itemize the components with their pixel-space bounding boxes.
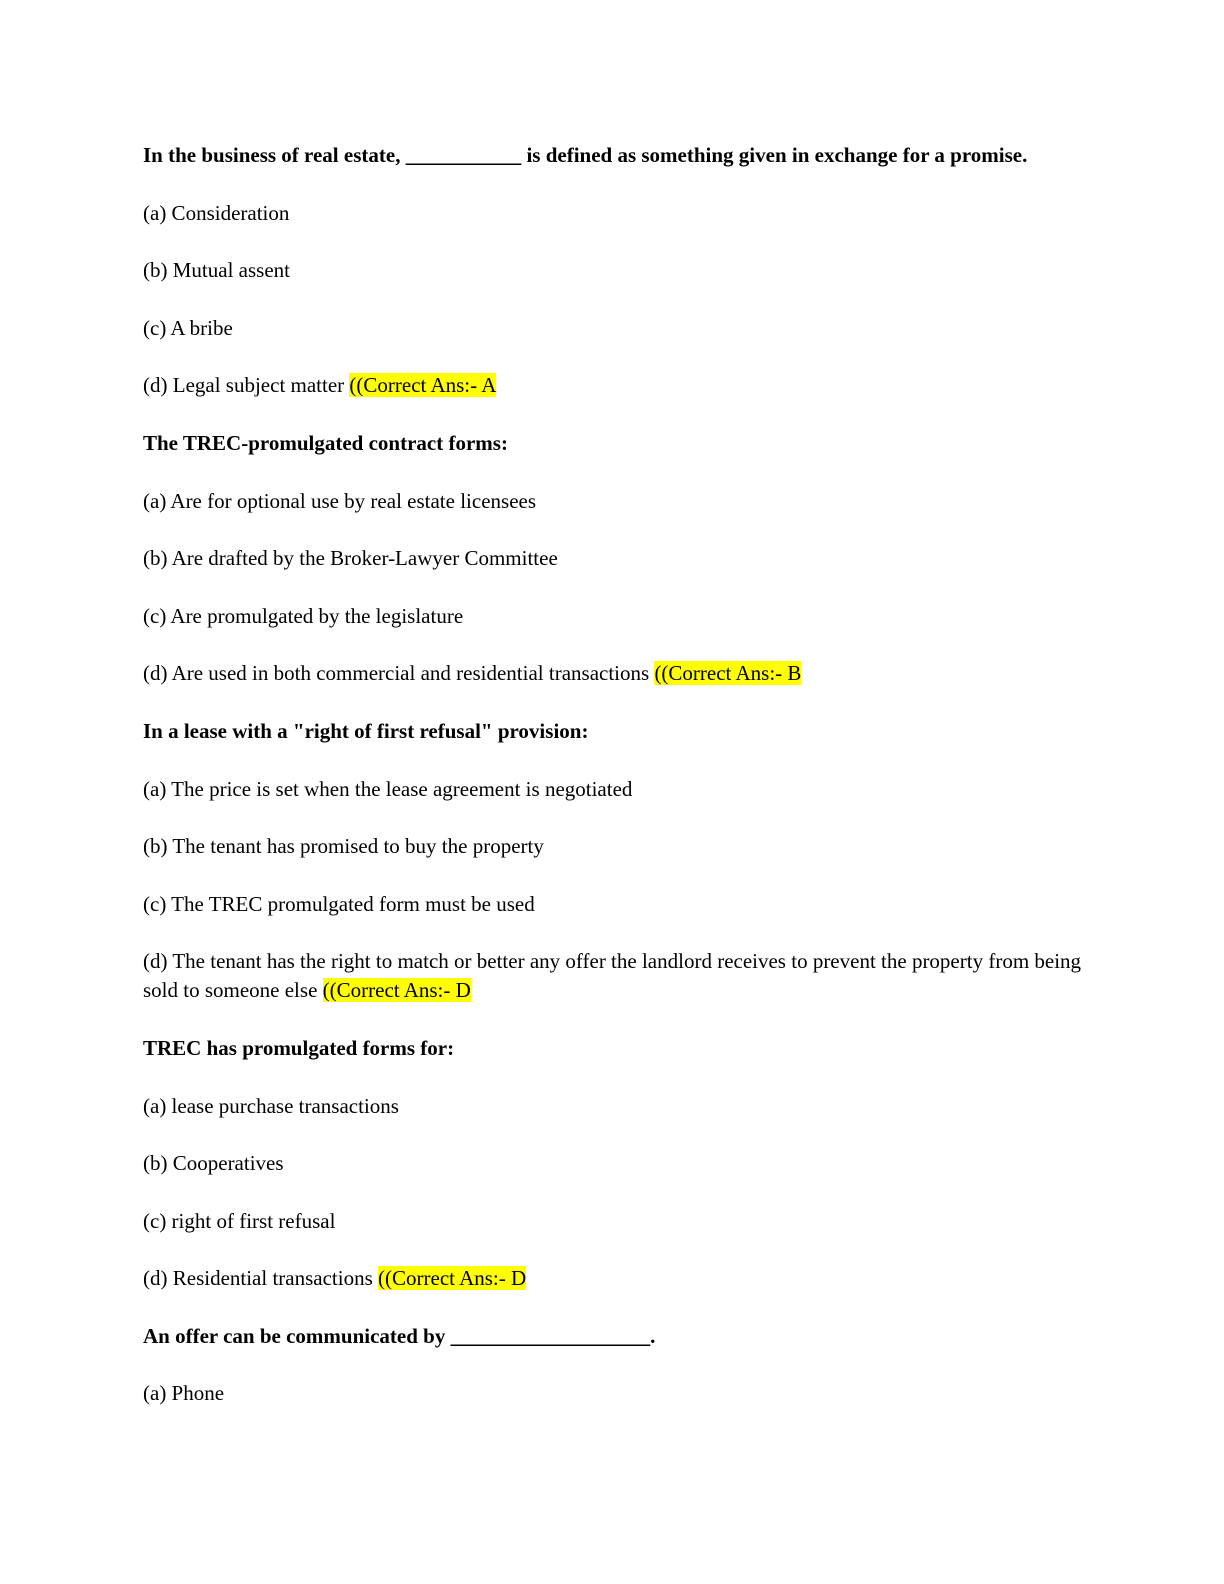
question-text: In a lease with a "right of first refusal" provision: — [143, 718, 589, 743]
document-page — [143, 141, 1083, 1437]
answer-option: (a) lease purchase transactions — [143, 1093, 399, 1118]
question-text: The TREC-promulgated contract forms: — [143, 430, 508, 455]
answer-option: (b) Cooperatives — [143, 1151, 284, 1176]
question-block — [143, 1322, 1083, 1409]
answer-option: (c) right of first refusal — [143, 1208, 336, 1233]
answer-option: (b) The tenant has promised to buy the property — [143, 834, 544, 859]
answer-option: (a) Are for optional use by real estate licensees — [143, 488, 537, 513]
correct-answer-highlight: ((Correct Ans:- A — [349, 373, 497, 398]
question-block — [143, 1034, 1083, 1293]
correct-answer-highlight: ((Correct Ans:- D — [322, 978, 471, 1003]
answer-option-text: (d) Residential transactions — [143, 1266, 373, 1291]
answer-option: (a) Phone — [143, 1381, 225, 1406]
answer-option: (c) The TREC promulgated form must be used — [143, 891, 535, 916]
question-block — [143, 141, 1083, 400]
answer-option: (a) Consideration — [143, 200, 290, 225]
answer-option-last — [143, 1264, 1083, 1293]
question-text: TREC has promulgated forms for: — [143, 1035, 455, 1060]
question-block — [143, 717, 1083, 1005]
answer-option-last — [143, 947, 1083, 1005]
answer-option: (a) The price is set when the lease agreement is negotiated — [143, 776, 633, 801]
answer-option: (c) A bribe — [143, 315, 233, 340]
question-text: In the business of real estate, ___________ is defined as something given in exchange for a promise. — [143, 143, 1028, 167]
answer-option: (c) Are promulgated by the legislature — [143, 603, 464, 628]
answer-option-text: (d) Are used in both commercial and residential transactions — [143, 661, 650, 686]
answer-option-text: (d) Legal subject matter — [143, 373, 345, 398]
answer-option-text: (d) The tenant has the right to match or better any offer the landlord receives to prevent the property from being sold to someone else — [143, 949, 1082, 1003]
answer-option-last — [143, 371, 1083, 400]
question-text: An offer can be communicated by ___________________. — [143, 1323, 656, 1348]
correct-answer-highlight: ((Correct Ans:- B — [654, 661, 802, 686]
correct-answer-highlight: ((Correct Ans:- D — [378, 1266, 527, 1291]
question-block — [143, 429, 1083, 688]
answer-option: (b) Are drafted by the Broker-Lawyer Committee — [143, 546, 558, 571]
answer-option-last — [143, 659, 1083, 688]
answer-option: (b) Mutual assent — [143, 258, 290, 283]
